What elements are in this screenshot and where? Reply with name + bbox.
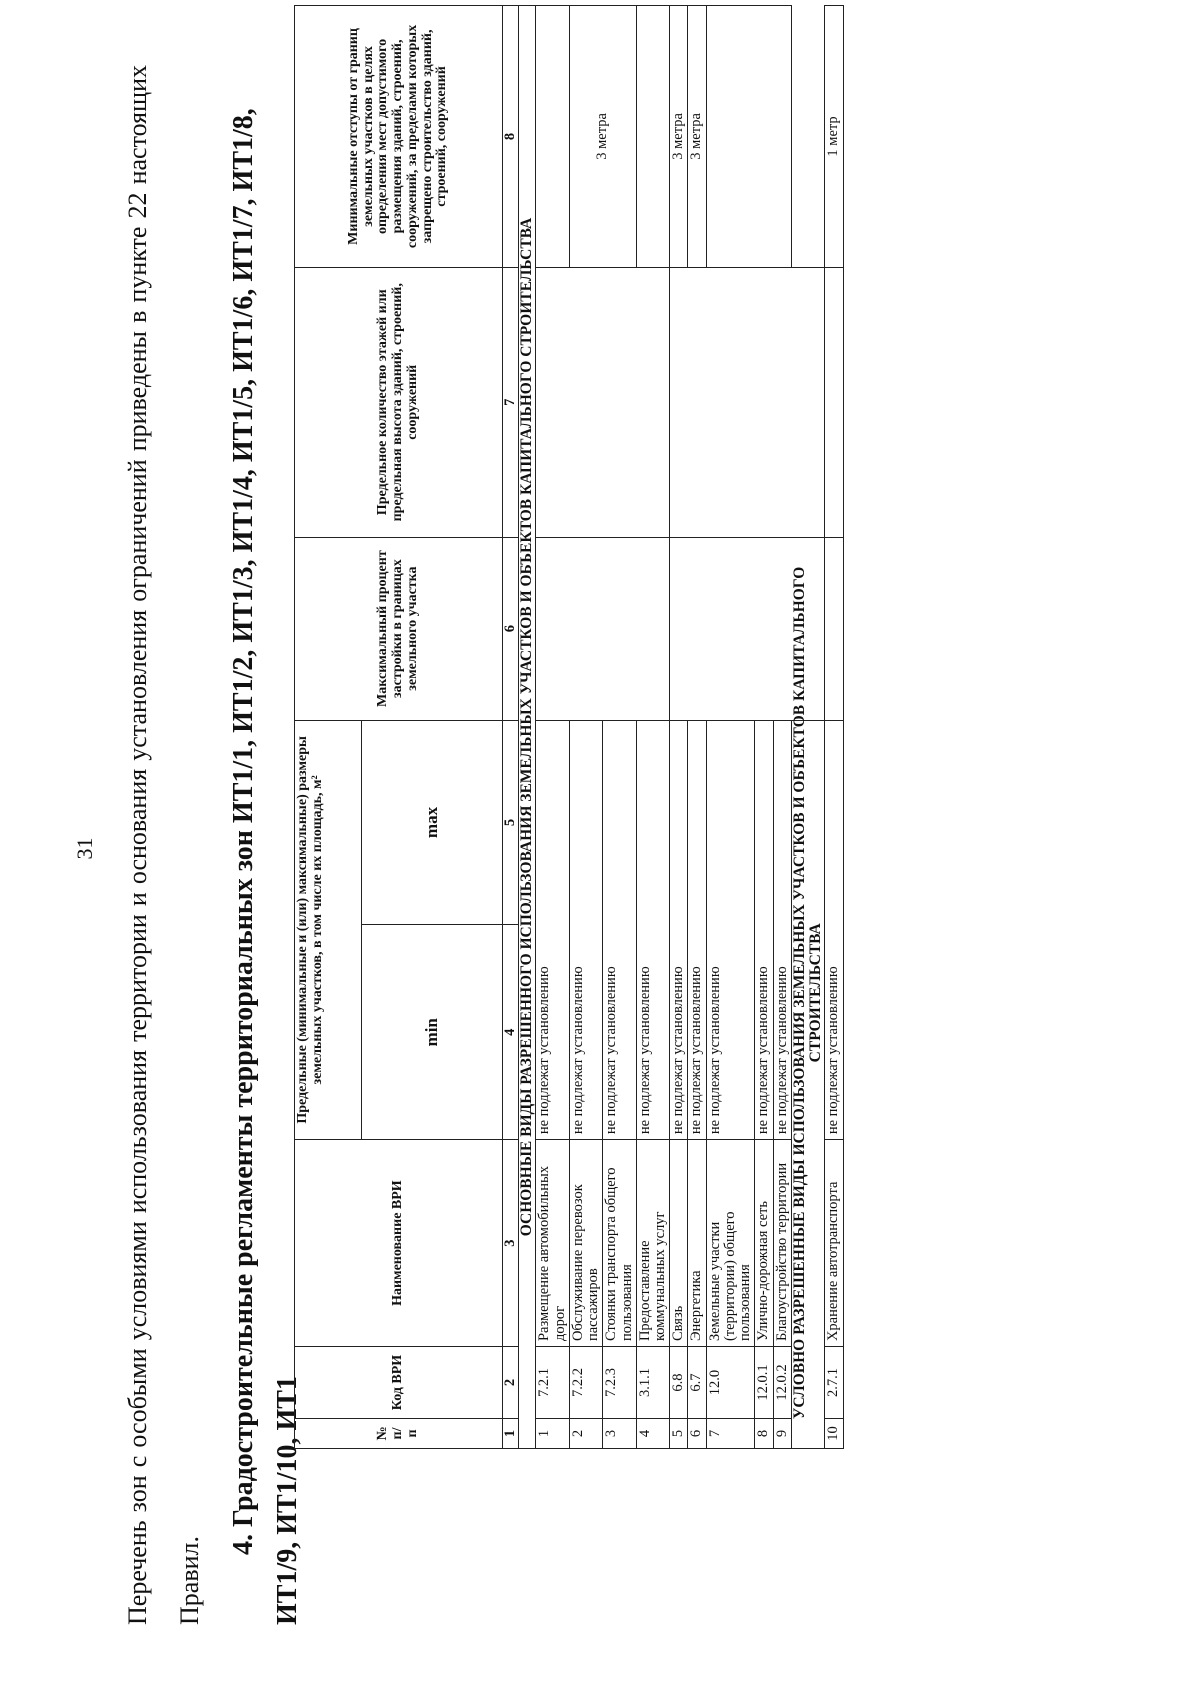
column-number-row xyxy=(503,6,519,1449)
row-code: 6.7 xyxy=(688,1347,706,1419)
row-sizes: не подлежат установлению xyxy=(636,720,669,1140)
row-sizes: не подлежат установлению xyxy=(670,720,688,1140)
row-setback: 3 метра xyxy=(670,6,688,268)
regulations-table xyxy=(294,5,844,1449)
row-name: Благоустройство территории xyxy=(773,1140,791,1347)
row-floors xyxy=(825,267,843,537)
row-num: 2 xyxy=(569,1419,602,1449)
section-main-title: ОСНОВНЫЕ ВИДЫ РАЗРЕШЕННОГО ИСПОЛЬЗОВАНИЯ ЗЕМЕЛЬНЫХ УЧАСТКОВ И ОБЪЕКТОВ КАПИТАЛЬНОГО СТРОИТЕЛЬСТВА xyxy=(519,6,536,1449)
header-row xyxy=(295,6,362,1449)
section-row-conditional xyxy=(791,6,825,1449)
row-code: 12.0.1 xyxy=(755,1347,773,1419)
row-setback: 3 метра xyxy=(569,6,636,268)
row-code: 12.0 xyxy=(706,1347,755,1419)
page-number: 31 xyxy=(72,837,97,860)
row-name: Хранение автотранспорта xyxy=(825,1140,843,1347)
row-code: 3.1.1 xyxy=(636,1347,669,1419)
header-min: min xyxy=(362,925,503,1140)
row-num: 7 xyxy=(706,1419,755,1449)
row-sizes: не подлежат установлению xyxy=(603,720,636,1140)
row-setback xyxy=(636,6,669,268)
colnum-4: 4 xyxy=(503,925,519,1140)
row-setback xyxy=(706,6,791,268)
row-num: 6 xyxy=(688,1419,706,1449)
header-percent: Максимальный процент застройки в границах земельного участка xyxy=(295,537,503,720)
row-code: 7.2.2 xyxy=(569,1347,602,1419)
row-name: Земельные участки (территории) общего пользования xyxy=(706,1140,755,1347)
row-floors xyxy=(536,267,670,537)
colnum-2: 2 xyxy=(503,1347,519,1419)
colnum-1: 1 xyxy=(503,1419,519,1449)
row-sizes: не подлежат установлению xyxy=(569,720,602,1140)
table-row xyxy=(825,6,843,1449)
header-name: Наименование ВРИ xyxy=(295,1140,503,1347)
colnum-5: 5 xyxy=(503,720,519,925)
section-heading: 4. Градостроительные регламенты территориальных зон ИТ1/1, ИТ1/2, ИТ1/3, ИТ1/4, ИТ1/5, ИТ1/6, ИТ1/7, ИТ1/8, ИТ1/9, ИТ1/10, ИТ1 xyxy=(228,108,303,1625)
row-name: Энергетика xyxy=(688,1140,706,1347)
header-num: № п/п xyxy=(295,1419,503,1449)
row-setback: 3 метра xyxy=(688,6,706,268)
row-sizes: не подлежат установлению xyxy=(706,720,755,1140)
row-percent xyxy=(825,537,843,720)
row-name: Размещение автомобильных дорог xyxy=(536,1140,569,1347)
colnum-7: 7 xyxy=(503,267,519,537)
row-setback xyxy=(536,6,569,268)
row-num: 4 xyxy=(636,1419,669,1449)
row-code: 2.7.1 xyxy=(825,1347,843,1419)
colnum-8: 8 xyxy=(503,6,519,268)
row-name: Предоставление коммунальных услуг xyxy=(636,1140,669,1347)
row-code: 6.8 xyxy=(670,1347,688,1419)
row-code: 12.0.2 xyxy=(773,1347,791,1419)
header-setback: Минимальные отступы от границ земельных участков в целях определения мест допустимого размещения зданий, строений, сооружений, за пределами которых запрещено строительство зданий, строений, сооружений xyxy=(295,6,503,268)
row-setback: 1 метр xyxy=(825,6,843,268)
table-row xyxy=(706,6,755,1449)
row-name: Стоянки транспорта общего пользования xyxy=(603,1140,636,1347)
colnum-6: 6 xyxy=(503,537,519,720)
header-code: Код ВРИ xyxy=(295,1347,503,1419)
row-num: 9 xyxy=(773,1419,791,1449)
colnum-3: 3 xyxy=(503,1140,519,1347)
row-code: 7.2.1 xyxy=(536,1347,569,1419)
row-name: Связь xyxy=(670,1140,688,1347)
row-num: 1 xyxy=(536,1419,569,1449)
section-row-main xyxy=(519,6,536,1449)
section-conditional-title: УСЛОВНО РАЗРЕШЕННЫЕ ВИДЫ ИСПОЛЬЗОВАНИЯ ЗЕМЕЛЬНЫХ УЧАСТКОВ И ОБЪЕКТОВ КАПИТАЛЬНОГО СТРОИТЕЛЬСТВА xyxy=(791,537,825,1448)
row-code: 7.2.3 xyxy=(603,1347,636,1419)
row-num: 10 xyxy=(825,1419,843,1449)
row-percent xyxy=(536,537,670,720)
table-row xyxy=(569,6,602,1449)
table-row xyxy=(688,6,706,1449)
row-name: Улично-дорожная сеть xyxy=(755,1140,773,1347)
intro-paragraph: Перечень зон с особыми условиями использования территории и основания установления ограничений приведены в пункте 22 настоящих Правил. xyxy=(123,65,204,1625)
table-row xyxy=(670,6,688,1449)
header-max: max xyxy=(362,720,503,925)
row-sizes: не подлежат установлению xyxy=(773,720,791,1140)
row-num: 8 xyxy=(755,1419,773,1449)
row-num: 3 xyxy=(603,1419,636,1449)
row-floors xyxy=(670,267,825,537)
row-name: Обслуживание перевозок пассажиров xyxy=(569,1140,602,1347)
header-size-group: Предельные (минимальные и (или) максимальные) размеры земельных участков, в том числе их площадь, м² xyxy=(295,720,362,1140)
row-sizes: не подлежат установлению xyxy=(825,720,843,1140)
row-sizes: не подлежат установлению xyxy=(536,720,569,1140)
row-sizes: не подлежат установлению xyxy=(755,720,773,1140)
header-floors: Предельное количество этажей или предельная высота зданий, строений, сооружений xyxy=(295,267,503,537)
table-row xyxy=(536,6,569,1449)
row-sizes: не подлежат установлению xyxy=(688,720,706,1140)
row-num: 5 xyxy=(670,1419,688,1449)
table-row xyxy=(636,6,669,1449)
